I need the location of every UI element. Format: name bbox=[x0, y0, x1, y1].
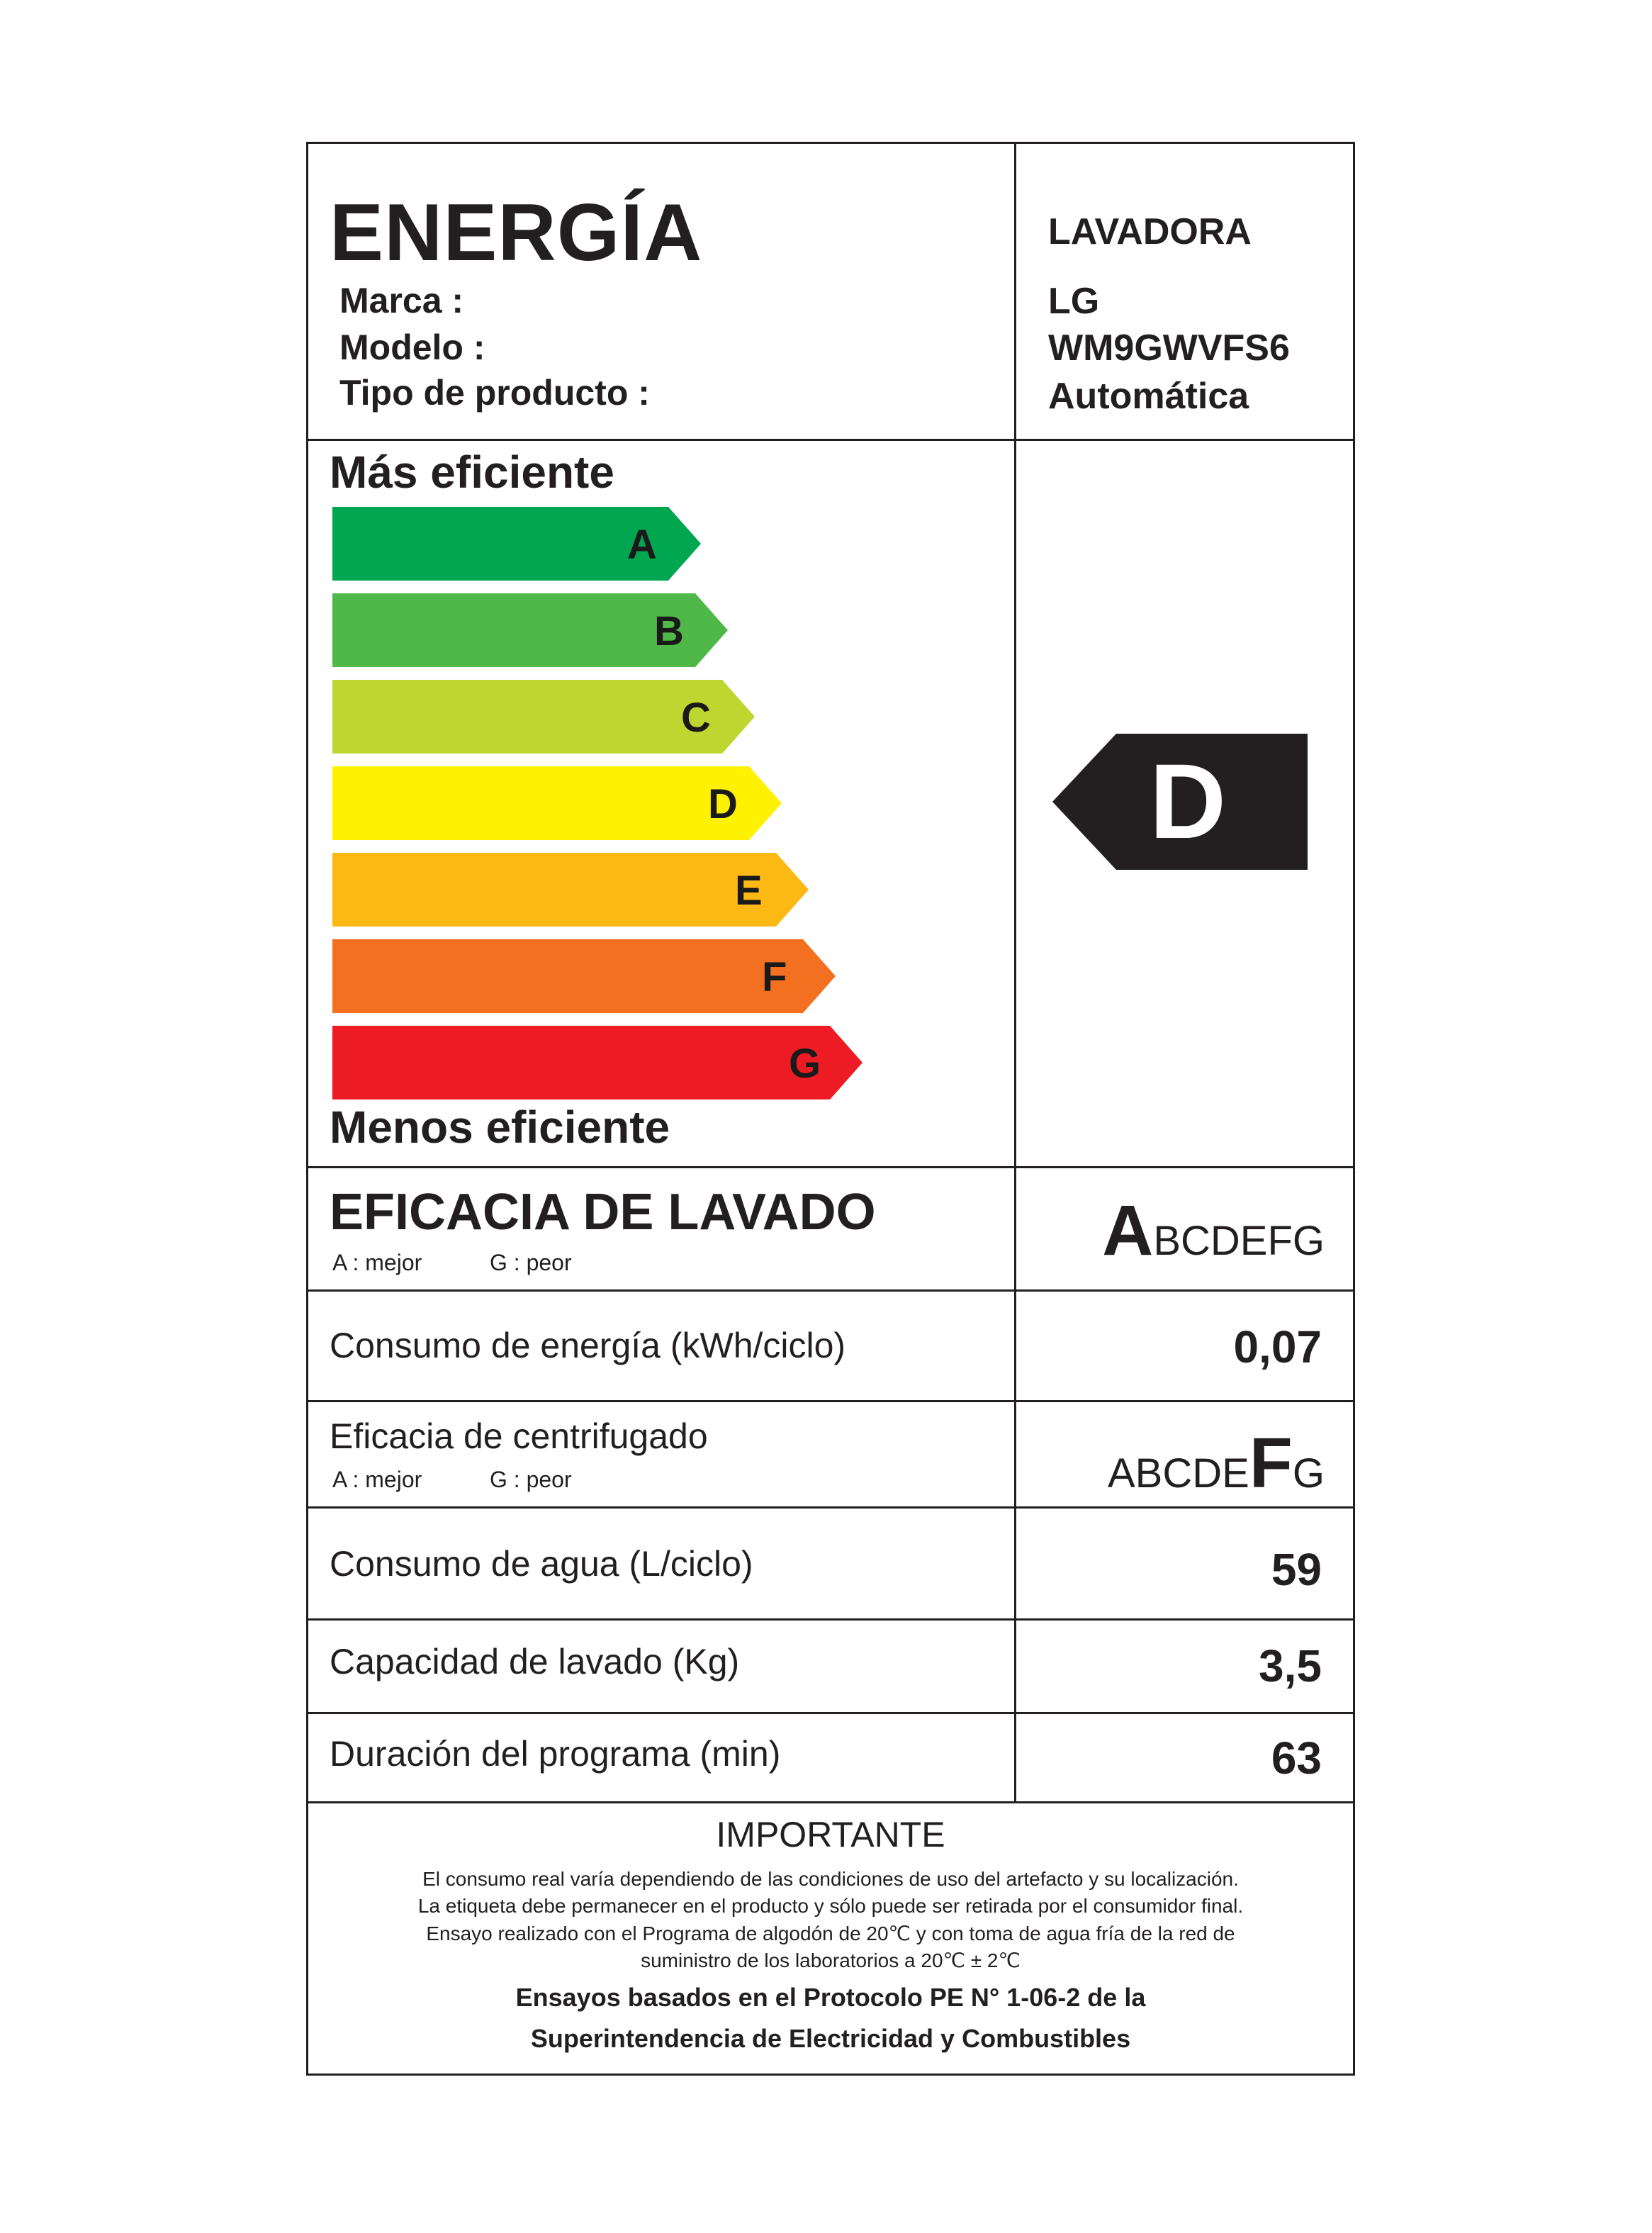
important-line: La etiqueta debe permanecer en el producto y sólo puede ser retirada por el consumidor final. bbox=[417, 1895, 1244, 1917]
efficiency-bar-shape bbox=[332, 1026, 862, 1099]
divider-duration bbox=[308, 1801, 1353, 1803]
efficiency-bar-b bbox=[332, 593, 728, 667]
efficiency-bar-shape bbox=[332, 939, 836, 1013]
capacity-label: Capacidad de lavado (Kg) bbox=[330, 1642, 740, 1681]
divider-header bbox=[308, 439, 1353, 441]
water-consumption-label: Consumo de agua (L/ciclo) bbox=[330, 1544, 753, 1584]
energy-consumption-value: 0,07 bbox=[1233, 1321, 1322, 1372]
wash-scale-rest: BCDEFG bbox=[1153, 1218, 1325, 1264]
divider-spin bbox=[308, 1506, 1353, 1509]
efficiency-bar-a bbox=[332, 507, 701, 581]
protocol-line: Ensayos basados en el Protocolo PE N° 1-06-2 de la bbox=[515, 1983, 1146, 2012]
energy-consumption-label: Consumo de energía (kWh/ciclo) bbox=[330, 1326, 846, 1365]
wash-efficiency-scale bbox=[1102, 1190, 1325, 1272]
efficiency-bar-letter: G bbox=[789, 1041, 821, 1087]
wash-note-worst: G : peor bbox=[490, 1250, 572, 1275]
efficiency-bar-f bbox=[332, 939, 836, 1013]
model-label: Modelo : bbox=[339, 328, 485, 367]
water-consumption-value: 59 bbox=[1271, 1544, 1322, 1595]
wash-note-best: A : mejor bbox=[332, 1250, 422, 1275]
protocol-line: Superintendencia de Electricidad y Combustibles bbox=[530, 2024, 1131, 2053]
divider-wash bbox=[308, 1289, 1353, 1292]
model-value: WM9GWVFS6 bbox=[1048, 328, 1290, 369]
duration-label: Duración del programa (min) bbox=[330, 1734, 781, 1774]
spin-note-worst: G : peor bbox=[490, 1467, 572, 1492]
spin-efficiency-label: Eficacia de centrifugado bbox=[330, 1416, 708, 1456]
capacity-value: 3,5 bbox=[1259, 1640, 1322, 1691]
efficiency-bar-d bbox=[332, 766, 782, 840]
divider-efficiency bbox=[308, 1166, 1353, 1168]
spin-scale-before: ABCDE bbox=[1107, 1450, 1249, 1496]
divider-capacity bbox=[308, 1712, 1353, 1714]
efficiency-bar-letter: B bbox=[654, 608, 684, 654]
most-efficient-caption: Más eficiente bbox=[330, 447, 614, 498]
product-type-label: Tipo de producto : bbox=[339, 373, 650, 413]
divider-energy bbox=[308, 1400, 1353, 1402]
spin-note-best: A : mejor bbox=[332, 1467, 422, 1492]
brand-label: Marca : bbox=[339, 281, 464, 320]
rating-letter: D bbox=[1149, 741, 1227, 861]
efficiency-bar-letter: F bbox=[762, 954, 787, 1000]
least-efficient-caption: Menos eficiente bbox=[330, 1102, 670, 1153]
energy-label bbox=[306, 142, 1355, 2076]
efficiency-bar-letter: A bbox=[627, 522, 657, 568]
duration-value: 63 bbox=[1271, 1733, 1322, 1784]
divider-water bbox=[308, 1618, 1353, 1621]
wash-efficiency-title: EFICACIA DE LAVADO bbox=[330, 1184, 876, 1241]
efficiency-bar-g bbox=[332, 1026, 862, 1099]
efficiency-bar-e bbox=[332, 853, 809, 927]
important-line: suministro de los laboratorios a 20℃ ± 2℃ bbox=[641, 1949, 1021, 1971]
wash-scale-highlight: A bbox=[1102, 1191, 1154, 1270]
column-divider bbox=[1014, 144, 1016, 1801]
important-line: El consumo real varía dependiendo de las condiciones de uso del artefacto y su localización. bbox=[422, 1868, 1239, 1890]
product-category: LAVADORA bbox=[1048, 211, 1252, 252]
spin-scale-highlight: F bbox=[1249, 1423, 1293, 1503]
spin-scale-after: G bbox=[1292, 1450, 1325, 1496]
label-title: ENERGÍA bbox=[330, 188, 703, 278]
efficiency-bar-letter: C bbox=[681, 695, 711, 741]
spin-efficiency-scale bbox=[1108, 1423, 1325, 1504]
important-title: IMPORTANTE bbox=[716, 1815, 945, 1854]
important-line: Ensayo realizado con el Programa de algodón de 20℃ y con toma de agua fría de la red de bbox=[426, 1923, 1235, 1944]
efficiency-bar-letter: D bbox=[708, 781, 738, 827]
brand-value: LG bbox=[1048, 281, 1100, 322]
efficiency-bar-letter: E bbox=[735, 868, 763, 914]
product-type-value: Automática bbox=[1048, 376, 1249, 417]
efficiency-bar-c bbox=[332, 680, 755, 754]
